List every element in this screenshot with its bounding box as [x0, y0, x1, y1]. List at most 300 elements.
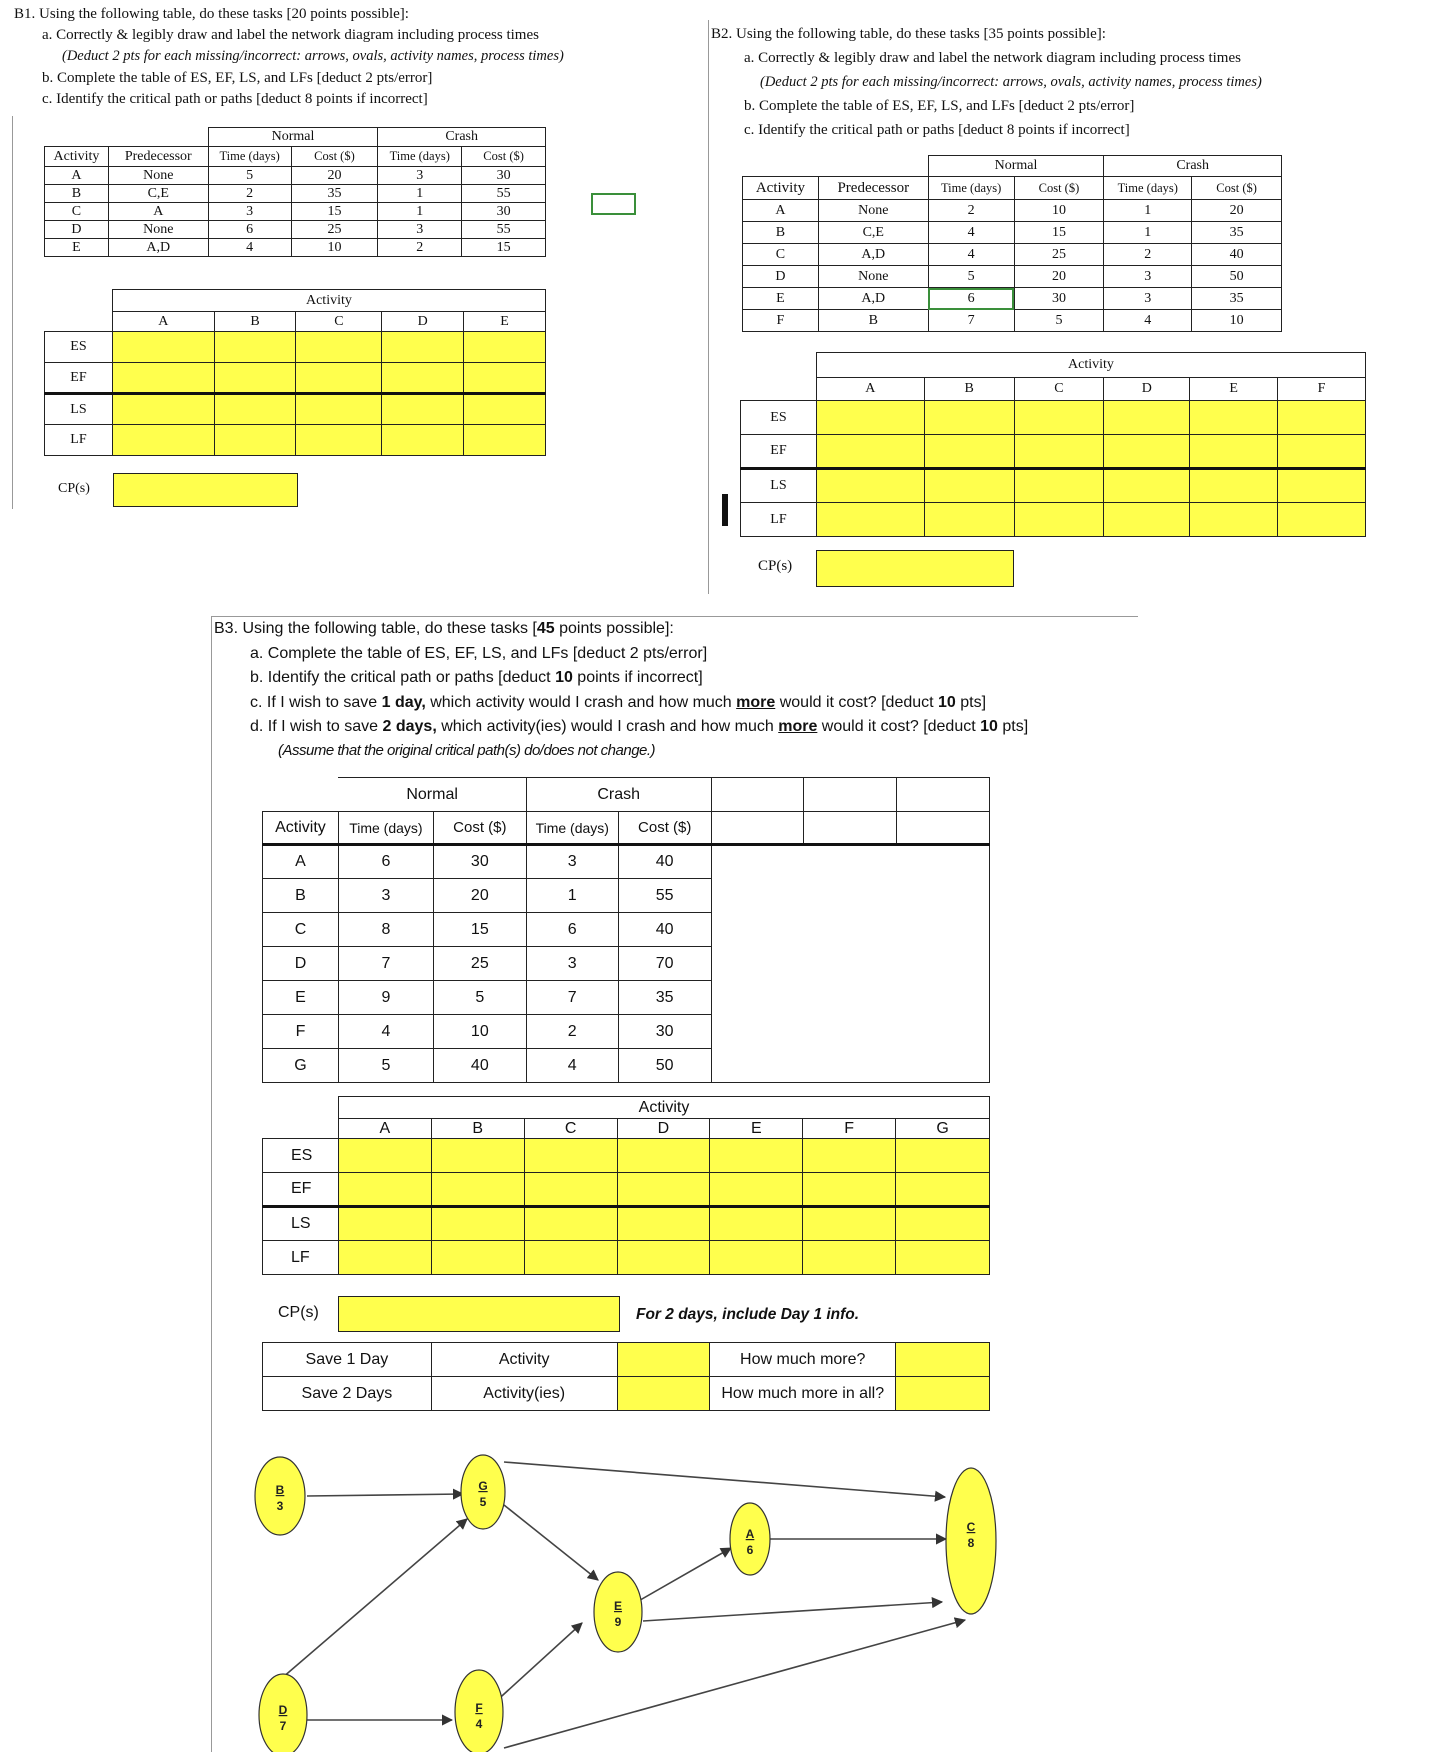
answer-cell[interactable] [710, 1241, 803, 1275]
node-b-name: B [275, 1483, 285, 1497]
table-cell: 8 [338, 913, 433, 947]
table-row [743, 310, 1282, 332]
table-cell: 40 [618, 845, 711, 879]
b1-data-table [44, 127, 546, 257]
answer-cell[interactable] [803, 1173, 896, 1207]
table-cell: 55 [618, 879, 711, 913]
activity-label: Activity [431, 1343, 617, 1377]
node-d-name: D [278, 1703, 288, 1717]
table-cell: A [263, 845, 339, 879]
answer-cell[interactable] [382, 394, 464, 425]
activity-col-header: B [431, 1119, 524, 1139]
table-cell: 50 [1192, 266, 1282, 288]
answer-cell[interactable] [816, 435, 924, 469]
table-cell: 7 [338, 947, 433, 981]
answer-cell[interactable] [896, 1241, 990, 1275]
table-cell: 35 [1192, 222, 1282, 244]
save-1-day-cost-answer[interactable] [896, 1343, 990, 1377]
answer-cell[interactable] [1104, 503, 1190, 537]
arrow-g-e [504, 1505, 598, 1580]
network-diagram [211, 1430, 1091, 1752]
answer-cell[interactable] [1014, 401, 1104, 435]
table-cell: 15 [291, 203, 378, 221]
b3-task-c: c. If I wish to save 1 day, which activity would I crash and how much more would it cost? [deduct 10 pts] [250, 694, 987, 711]
arrow-f-c [504, 1620, 965, 1748]
cell-selection-box[interactable] [591, 193, 636, 215]
table-cell: 5 [208, 167, 291, 185]
answer-cell[interactable] [896, 1139, 990, 1173]
answer-cell[interactable] [338, 1139, 431, 1173]
table-cell: D [45, 221, 109, 239]
table-row [45, 185, 546, 203]
table-cell[interactable]: 6 [928, 288, 1014, 310]
b1-crash-header: Crash [378, 128, 546, 147]
activity-col-header: D [1104, 378, 1190, 401]
b2-activity-header: Activity [816, 353, 1365, 378]
b1-task-a: a. Correctly & legibly draw and label the network diagram including process times [42, 27, 539, 43]
activity-col-header: D [617, 1119, 710, 1139]
table-cell: 3 [378, 221, 462, 239]
table-cell: B [743, 222, 819, 244]
b2-normal-header: Normal [928, 156, 1104, 177]
arrow-b-g [307, 1494, 463, 1496]
activity-col-header: E [464, 312, 546, 332]
answer-cell[interactable] [617, 1173, 710, 1207]
activity-col-header: C [296, 312, 382, 332]
b1-task-a-note: (Deduct 2 pts for each missing/incorrect: arrows, ovals, activity names, process times) [62, 48, 564, 64]
table-cell: F [263, 1015, 339, 1049]
answer-cell[interactable] [524, 1241, 617, 1275]
answer-cell[interactable] [382, 363, 464, 394]
b2-task-a-note: (Deduct 2 pts for each missing/incorrect: arrows, ovals, activity names, process times) [760, 74, 1262, 90]
node-e-time: 9 [614, 1615, 622, 1629]
answer-cell[interactable] [382, 425, 464, 456]
table-row [263, 879, 990, 913]
table-cell: 4 [338, 1015, 433, 1049]
table-cell: 15 [1014, 222, 1104, 244]
table-cell: 6 [338, 845, 433, 879]
table-cell: 3 [378, 167, 462, 185]
answer-cell[interactable] [464, 363, 546, 394]
b2-col-header: Activity [743, 177, 819, 200]
answer-cell[interactable] [710, 1173, 803, 1207]
b3-cp-note: For 2 days, include Day 1 info. [636, 1306, 860, 1323]
b2-task-a: a. Correctly & legibly draw and label the network diagram including process times [744, 50, 1241, 66]
table-row [45, 203, 546, 221]
activity-col-header: A [338, 1119, 431, 1139]
answer-cell[interactable] [924, 435, 1014, 469]
answer-cell[interactable] [1014, 469, 1104, 503]
save-2-days-label: Save 2 Days [263, 1377, 432, 1411]
b3-crash-header: Crash [526, 778, 711, 812]
answer-cell[interactable] [1278, 435, 1366, 469]
table-cell: A,D [108, 239, 208, 257]
table-cell: 40 [1192, 244, 1282, 266]
answer-cell[interactable] [1104, 469, 1190, 503]
b2-cp-answer[interactable] [816, 550, 1014, 587]
save-1-day-label: Save 1 Day [263, 1343, 432, 1377]
answer-cell[interactable] [431, 1241, 524, 1275]
table-cell: 6 [208, 221, 291, 239]
table-cell: 30 [462, 167, 546, 185]
answer-cell[interactable] [296, 332, 382, 363]
table-cell: None [108, 221, 208, 239]
arrow-g-c [504, 1462, 945, 1497]
b2-answer-table [740, 352, 1366, 537]
answer-cell[interactable] [112, 363, 214, 394]
table-cell: 1 [378, 203, 462, 221]
activity-col-header: B [214, 312, 296, 332]
answer-cell[interactable] [431, 1207, 524, 1241]
answer-cell[interactable] [617, 1139, 710, 1173]
answer-cell[interactable] [896, 1173, 990, 1207]
answer-cell[interactable] [338, 1173, 431, 1207]
table-cell: 5 [1014, 310, 1104, 332]
arrow-d-g [282, 1519, 467, 1678]
table-cell: 2 [928, 200, 1014, 222]
activities-label: Activity(ies) [431, 1377, 617, 1411]
answer-cell[interactable] [710, 1207, 803, 1241]
b1-cp-answer[interactable] [113, 473, 298, 507]
table-cell: 35 [1192, 288, 1282, 310]
b1-task-b: b. Complete the table of ES, EF, LS, and LFs [deduct 2 pts/error] [42, 70, 433, 86]
table-cell: 55 [462, 221, 546, 239]
table-cell: 20 [1014, 266, 1104, 288]
answer-cell[interactable] [112, 394, 214, 425]
b1-answer-table [44, 289, 546, 456]
b2-task-c: c. Identify the critical path or paths [deduct 8 points if incorrect] [744, 122, 1130, 138]
b2-data-table [742, 155, 1282, 332]
table-cell: B [263, 879, 339, 913]
table-cell: 3 [526, 947, 618, 981]
answer-cell[interactable] [1278, 503, 1366, 537]
answer-cell[interactable] [112, 425, 214, 456]
b1-col-header: Time (days) [208, 147, 291, 167]
node-a-time: 6 [746, 1543, 754, 1557]
table-cell: 4 [208, 239, 291, 257]
answer-cell[interactable] [524, 1139, 617, 1173]
table-cell: A [45, 167, 109, 185]
activity-col-header: A [816, 378, 924, 401]
table-cell: 35 [291, 185, 378, 203]
row-label-ef: EF [45, 363, 113, 394]
table-cell: 10 [291, 239, 378, 257]
activity-col-header: D [382, 312, 464, 332]
b1-activity-header: Activity [112, 290, 545, 312]
b3-task-a: a. Complete the table of ES, EF, LS, and LFs [deduct 2 pts/error] [250, 645, 708, 662]
table-cell: 3 [1104, 266, 1192, 288]
answer-cell[interactable] [803, 1241, 896, 1275]
table-cell: 40 [433, 1049, 526, 1083]
table-row [263, 1015, 990, 1049]
table-cell: 3 [208, 203, 291, 221]
table-cell: 15 [462, 239, 546, 257]
b2-task-b: b. Complete the table of ES, EF, LS, and LFs [deduct 2 pts/error] [744, 98, 1135, 114]
b3-col-header: Time (days) [526, 812, 618, 845]
b2-col-header: Time (days) [928, 177, 1014, 200]
table-cell: A,D [818, 288, 928, 310]
table-cell: 4 [1104, 310, 1192, 332]
how-much-more-in-all-label: How much more in all? [710, 1377, 896, 1411]
answer-cell[interactable] [1190, 503, 1278, 537]
b3-col-header: Activity [263, 812, 339, 845]
row-label-es: ES [263, 1139, 339, 1173]
table-cell: 7 [526, 981, 618, 1015]
b1-task-c: c. Identify the critical path or paths [deduct 8 points if incorrect] [42, 91, 428, 107]
table-cell: 7 [928, 310, 1014, 332]
table-cell: G [263, 1049, 339, 1083]
b3-cp-label: CP(s) [278, 1304, 319, 1321]
table-cell: 4 [526, 1049, 618, 1083]
table-row [743, 266, 1282, 288]
activity-col-header: F [1278, 378, 1366, 401]
answer-cell[interactable] [112, 332, 214, 363]
table-row [743, 222, 1282, 244]
node-d-time: 7 [279, 1719, 287, 1733]
node-g-name: G [478, 1479, 488, 1493]
b2-col-header: Predecessor [818, 177, 928, 200]
answer-cell[interactable] [524, 1207, 617, 1241]
table-cell: B [45, 185, 109, 203]
node-g-time: 5 [479, 1495, 487, 1509]
answer-cell[interactable] [816, 469, 924, 503]
table-row [45, 221, 546, 239]
answer-cell[interactable] [924, 469, 1014, 503]
table-cell: 10 [1014, 200, 1104, 222]
table-row [45, 239, 546, 257]
table-cell: 30 [462, 203, 546, 221]
table-row [45, 167, 546, 185]
answer-cell[interactable] [617, 1207, 710, 1241]
answer-cell[interactable] [464, 394, 546, 425]
table-cell: 10 [1192, 310, 1282, 332]
row-label-lf: LF [263, 1241, 339, 1275]
table-cell: E [263, 981, 339, 1015]
answer-cell[interactable] [214, 332, 296, 363]
activity-col-header: F [803, 1119, 896, 1139]
table-cell: 1 [526, 879, 618, 913]
table-cell: C,E [108, 185, 208, 203]
save-2-days-activity-answer[interactable] [617, 1377, 710, 1411]
table-cell: 2 [1104, 244, 1192, 266]
b1-col-header: Predecessor [108, 147, 208, 167]
table-cell: 2 [526, 1015, 618, 1049]
answer-cell[interactable] [1104, 435, 1190, 469]
answer-cell[interactable] [1190, 469, 1278, 503]
answer-cell[interactable] [1278, 469, 1366, 503]
table-cell: A [108, 203, 208, 221]
table-row [743, 200, 1282, 222]
answer-cell[interactable] [464, 425, 546, 456]
table-cell: A,D [818, 244, 928, 266]
b2-crash-header: Crash [1104, 156, 1282, 177]
save-1-day-activity-answer[interactable] [617, 1343, 710, 1377]
row-label-ef: EF [263, 1173, 339, 1207]
table-cell: 35 [618, 981, 711, 1015]
table-row [263, 1049, 990, 1083]
node-b-time: 3 [276, 1499, 284, 1513]
activity-col-header: C [524, 1119, 617, 1139]
table-cell: 30 [1014, 288, 1104, 310]
table-cell: 20 [433, 879, 526, 913]
b1-title: B1. Using the following table, do these tasks [20 points possible]: [14, 6, 409, 22]
answer-cell[interactable] [338, 1207, 431, 1241]
b3-col-header: Time (days) [338, 812, 433, 845]
table-cell: 5 [433, 981, 526, 1015]
answer-cell[interactable] [214, 425, 296, 456]
b2-col-header: Cost ($) [1192, 177, 1282, 200]
table-row [743, 288, 1282, 310]
table-cell: C [263, 913, 339, 947]
table-cell: 5 [338, 1049, 433, 1083]
answer-cell[interactable] [924, 503, 1014, 537]
answer-cell[interactable] [214, 363, 296, 394]
answer-cell[interactable] [816, 401, 924, 435]
row-label-lf: LF [741, 503, 817, 537]
row-label-ls: LS [741, 469, 817, 503]
answer-cell[interactable] [1190, 435, 1278, 469]
answer-cell[interactable] [1190, 401, 1278, 435]
arrow-e-c [643, 1602, 942, 1621]
node-e-name: E [613, 1599, 623, 1613]
table-row [263, 845, 990, 879]
table-cell: D [263, 947, 339, 981]
activity-col-header: E [1190, 378, 1278, 401]
table-cell: 30 [433, 845, 526, 879]
answer-cell[interactable] [816, 503, 924, 537]
answer-cell[interactable] [214, 394, 296, 425]
table-cell: 1 [1104, 200, 1192, 222]
b3-activity-header: Activity [338, 1097, 989, 1119]
b1-normal-header: Normal [208, 128, 378, 147]
table-cell: D [743, 266, 819, 288]
table-cell: 9 [338, 981, 433, 1015]
save-2-days-cost-answer[interactable] [896, 1377, 990, 1411]
table-cell: B [818, 310, 928, 332]
table-cell: C [45, 203, 109, 221]
table-cell: 3 [338, 879, 433, 913]
b3-task-d: d. If I wish to save 2 days, which activity(ies) would I crash and how much more would it cost? [deduct 10 pts] [250, 718, 1029, 735]
b2-cp-label: CP(s) [758, 558, 793, 574]
answer-cell[interactable] [1104, 401, 1190, 435]
table-cell: F [743, 310, 819, 332]
node-c-name: C [966, 1520, 976, 1534]
table-cell: 70 [618, 947, 711, 981]
answer-cell[interactable] [338, 1241, 431, 1275]
row-label-ls: LS [263, 1207, 339, 1241]
answer-cell[interactable] [296, 394, 382, 425]
table-cell: None [818, 200, 928, 222]
b1-col-header: Activity [45, 147, 109, 167]
answer-cell[interactable] [1014, 503, 1104, 537]
answer-cell[interactable] [1014, 435, 1104, 469]
table-row [263, 981, 990, 1015]
table-cell: E [45, 239, 109, 257]
b3-normal-header: Normal [338, 778, 526, 812]
text-cursor [722, 494, 728, 526]
answer-cell[interactable] [382, 332, 464, 363]
answer-cell[interactable] [431, 1139, 524, 1173]
b3-title: B3. Using the following table, do these tasks [45 points possible]: [214, 620, 674, 637]
b3-cp-answer[interactable] [338, 1296, 620, 1332]
table-cell: 15 [433, 913, 526, 947]
table-cell: 6 [526, 913, 618, 947]
table-cell: 1 [1104, 222, 1192, 244]
b1-col-header: Cost ($) [291, 147, 378, 167]
row-label-es: ES [45, 332, 113, 363]
activity-col-header: E [710, 1119, 803, 1139]
node-f-name: F [475, 1701, 483, 1715]
answer-cell[interactable] [1278, 401, 1366, 435]
table-cell: 25 [433, 947, 526, 981]
table-cell: 3 [526, 845, 618, 879]
table-cell: E [743, 288, 819, 310]
table-cell: 2 [378, 239, 462, 257]
answer-cell[interactable] [896, 1207, 990, 1241]
b1-col-header: Time (days) [378, 147, 462, 167]
table-cell: 1 [378, 185, 462, 203]
arrow-f-e [492, 1623, 582, 1705]
table-cell: C,E [818, 222, 928, 244]
table-cell: 40 [618, 913, 711, 947]
table-cell: 50 [618, 1049, 711, 1083]
table-cell: 30 [618, 1015, 711, 1049]
arrow-e-a [628, 1548, 731, 1607]
table-cell: None [108, 167, 208, 185]
table-row [263, 947, 990, 981]
b3-task-b: b. Identify the critical path or paths [deduct 10 points if incorrect] [250, 669, 703, 686]
answer-cell[interactable] [296, 363, 382, 394]
b3-crash-table [262, 1342, 990, 1411]
b2-col-header: Cost ($) [1014, 177, 1104, 200]
activity-col-header: B [924, 378, 1014, 401]
answer-cell[interactable] [524, 1173, 617, 1207]
answer-cell[interactable] [803, 1207, 896, 1241]
table-cell: 25 [291, 221, 378, 239]
row-label-ls: LS [45, 394, 113, 425]
b2-title: B2. Using the following table, do these tasks [35 points possible]: [711, 26, 1106, 42]
b3-col-header: Cost ($) [618, 812, 711, 845]
how-much-more-label: How much more? [710, 1343, 896, 1377]
table-cell: C [743, 244, 819, 266]
answer-cell[interactable] [710, 1139, 803, 1173]
table-cell: 4 [928, 222, 1014, 244]
b3-data-table [262, 777, 990, 1083]
table-row [743, 244, 1282, 266]
table-cell: 25 [1014, 244, 1104, 266]
answer-cell[interactable] [803, 1139, 896, 1173]
table-cell: 20 [1192, 200, 1282, 222]
b3-col-header: Cost ($) [433, 812, 526, 845]
node-c-time: 8 [967, 1536, 975, 1550]
answer-cell[interactable] [296, 425, 382, 456]
table-cell: A [743, 200, 819, 222]
b1-cp-label: CP(s) [58, 481, 90, 496]
b3-answer-table [262, 1096, 990, 1275]
b1-col-header: Cost ($) [462, 147, 546, 167]
b2-col-header: Time (days) [1104, 177, 1192, 200]
answer-cell[interactable] [464, 332, 546, 363]
b3-note: (Assume that the original critical path(s) do/does not change.) [278, 742, 656, 759]
answer-cell[interactable] [617, 1241, 710, 1275]
activity-col-header: G [896, 1119, 990, 1139]
answer-cell[interactable] [431, 1173, 524, 1207]
table-cell: 20 [291, 167, 378, 185]
table-cell: 4 [928, 244, 1014, 266]
row-label-lf: LF [45, 425, 113, 456]
table-cell: 3 [1104, 288, 1192, 310]
answer-cell[interactable] [924, 401, 1014, 435]
